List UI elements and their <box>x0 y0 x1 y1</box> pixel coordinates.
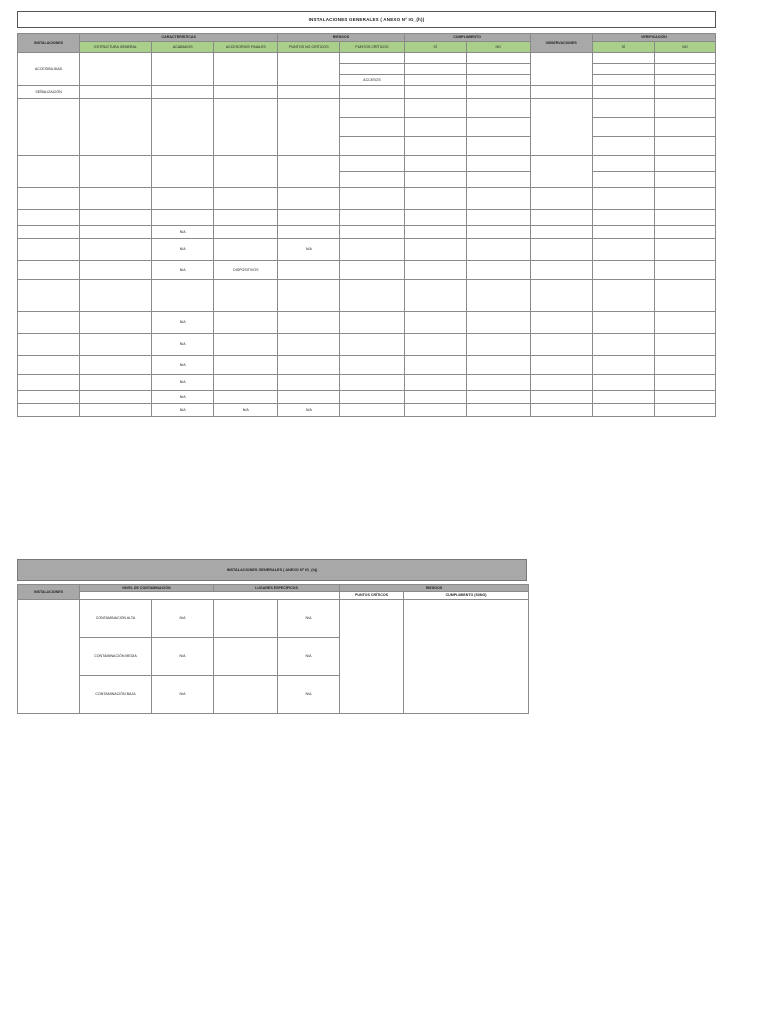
criticos-cell <box>340 99 404 118</box>
header-riesgos-2: RIESGOS <box>340 585 529 592</box>
contamination-level-cell: CONTAMINACIÓN BAJA <box>80 675 152 713</box>
accesorios-cell <box>214 99 278 156</box>
cumple-no-cell[interactable] <box>466 118 530 137</box>
verif-si-cell[interactable] <box>592 86 654 99</box>
table-row <box>18 86 716 99</box>
header-instalaciones-2: INSTALACIONES <box>18 585 80 600</box>
verif-no-cell[interactable] <box>654 99 715 118</box>
acabados-cell: N/A <box>152 312 214 334</box>
accesorios-cell <box>214 188 278 210</box>
cumple-no-cell[interactable] <box>466 261 530 280</box>
verif-si-cell[interactable] <box>592 391 654 404</box>
cumple-si-cell[interactable] <box>404 172 466 188</box>
estructura-cell <box>80 375 152 391</box>
table-row <box>18 261 716 280</box>
specific-places-cell <box>214 675 278 713</box>
accesorios-cell <box>214 312 278 334</box>
verif-no-cell[interactable] <box>654 86 715 99</box>
criticos-cell <box>340 280 404 312</box>
installation-cell <box>18 280 80 312</box>
criticos-cell <box>340 64 404 75</box>
contamination-level-cell: CONTAMINACIÓN MEDIA <box>80 637 152 675</box>
installation-cell <box>18 188 80 210</box>
observaciones-cell <box>530 156 592 188</box>
subheader-criticos: PUNTOS CRÍTICOS <box>340 42 404 53</box>
cumple-si-cell[interactable] <box>404 391 466 404</box>
installation-cell: SEÑALIZACIÓN <box>18 86 80 99</box>
level-na-cell: N/A <box>152 599 214 637</box>
table-row <box>18 391 716 404</box>
table-row <box>18 239 716 261</box>
criticos-cell <box>340 53 404 64</box>
verif-si-cell[interactable] <box>592 137 654 156</box>
installation-cell <box>18 210 80 226</box>
verif-no-cell[interactable] <box>654 156 715 172</box>
criticos-cell <box>340 312 404 334</box>
estructura-cell <box>80 53 152 86</box>
installation-cell <box>18 375 80 391</box>
header-cumplimiento: CUMPLIMIENTO <box>404 34 530 42</box>
cumple-si-cell[interactable] <box>404 156 466 172</box>
cumple-no-cell[interactable] <box>466 75 530 86</box>
header-instalaciones: INSTALACIONES <box>18 34 80 53</box>
cumple-no-cell[interactable] <box>466 188 530 210</box>
estructura-cell <box>80 391 152 404</box>
estructura-cell <box>80 334 152 356</box>
no-criticos-cell: N/A <box>278 404 340 417</box>
acabados-cell: N/A <box>152 375 214 391</box>
estructura-cell <box>80 99 152 156</box>
subheader-verif-si: SÍ <box>592 42 654 53</box>
criticos-cell <box>340 375 404 391</box>
verif-no-cell[interactable] <box>654 391 715 404</box>
verif-no-cell[interactable] <box>654 239 715 261</box>
cumple-no-cell[interactable] <box>466 210 530 226</box>
table-row <box>18 210 716 226</box>
criticos-cell <box>340 261 404 280</box>
observaciones-cell <box>530 334 592 356</box>
verif-si-cell[interactable] <box>592 404 654 417</box>
verif-si-cell[interactable] <box>592 118 654 137</box>
cumple-si-cell[interactable] <box>404 404 466 417</box>
observaciones-cell <box>530 280 592 312</box>
table-row <box>18 404 716 417</box>
verif-no-cell[interactable] <box>654 172 715 188</box>
cumple-si-cell[interactable] <box>404 226 466 239</box>
cumple-si-cell[interactable] <box>404 137 466 156</box>
installation-cell <box>18 226 80 239</box>
subheader-cumple-si: SÍ <box>404 42 466 53</box>
cumple-si-cell[interactable] <box>404 99 466 118</box>
header-lugares-especificos: LUGARES ESPECÍFICOS <box>214 585 340 592</box>
acabados-cell <box>152 53 214 86</box>
observaciones-cell <box>530 404 592 417</box>
compliance-cell[interactable] <box>404 599 529 713</box>
verif-si-cell[interactable] <box>592 210 654 226</box>
verif-no-cell[interactable] <box>654 137 715 156</box>
level-na-cell: N/A <box>152 675 214 713</box>
accesorios-cell <box>214 156 278 188</box>
cumple-si-cell[interactable] <box>404 280 466 312</box>
no-criticos-cell <box>278 188 340 210</box>
cumple-si-cell[interactable] <box>404 334 466 356</box>
subheader-acabados: ACABADOS <box>152 42 214 53</box>
criticos-cell <box>340 210 404 226</box>
subheader-puntos-criticos: PUNTOS CRÍTICOS <box>340 592 404 599</box>
observaciones-cell <box>530 356 592 375</box>
observaciones-cell <box>530 99 592 156</box>
acabados-cell: N/A <box>152 334 214 356</box>
installation-cell: ACCESIBILIDAD <box>18 53 80 86</box>
cumple-si-cell[interactable] <box>404 86 466 99</box>
places-na-cell: N/A <box>278 675 340 713</box>
cumple-no-cell[interactable] <box>466 156 530 172</box>
critical-point-cell <box>340 599 404 713</box>
accesorios-cell <box>214 334 278 356</box>
cumple-no-cell[interactable] <box>466 375 530 391</box>
observaciones-cell <box>530 226 592 239</box>
cumple-si-cell[interactable] <box>404 312 466 334</box>
observaciones-cell <box>530 188 592 210</box>
acabados-cell <box>152 188 214 210</box>
acabados-cell <box>152 210 214 226</box>
acabados-cell: N/A <box>152 356 214 375</box>
no-criticos-cell <box>278 391 340 404</box>
accesorios-cell <box>214 375 278 391</box>
observaciones-cell <box>530 391 592 404</box>
cumple-si-cell[interactable] <box>404 75 466 86</box>
estructura-cell <box>80 210 152 226</box>
estructura-cell <box>80 261 152 280</box>
verif-no-cell[interactable] <box>654 334 715 356</box>
cumple-si-cell[interactable] <box>404 188 466 210</box>
section-band-title: INSTALACIONES GENERALES ( ANEXO Nº IG_(h)) <box>17 559 527 581</box>
header-nivel-contaminacion: NIVEL DE CONTAMINACIÓN <box>80 585 214 592</box>
verif-si-cell[interactable] <box>592 312 654 334</box>
subheader-estructura: ESTRUCTURA GENERAL <box>80 42 152 53</box>
no-criticos-cell <box>278 356 340 375</box>
header-caracteristicas: CARACTERÍSTICAS <box>80 34 278 42</box>
table-row <box>18 334 716 356</box>
criticos-cell <box>340 404 404 417</box>
installation-cell <box>18 156 80 188</box>
acabados-cell: N/A <box>152 239 214 261</box>
estructura-cell <box>80 280 152 312</box>
table-row <box>18 156 716 172</box>
installation-cell <box>18 99 80 156</box>
accesorios-cell <box>214 280 278 312</box>
cumple-no-cell[interactable] <box>466 356 530 375</box>
no-criticos-cell <box>278 156 340 188</box>
verif-no-cell[interactable] <box>654 356 715 375</box>
cumple-si-cell[interactable] <box>404 210 466 226</box>
header-riesgos: RIESGOS <box>278 34 404 42</box>
verif-si-cell[interactable] <box>592 99 654 118</box>
table-row <box>18 280 716 312</box>
places-na-cell: N/A <box>278 637 340 675</box>
cumple-si-cell[interactable] <box>404 375 466 391</box>
subheader-cumplimiento-sino: CUMPLIMIENTO (SI/NO) <box>404 592 529 599</box>
verif-si-cell[interactable] <box>592 156 654 172</box>
observaciones-cell <box>530 210 592 226</box>
observaciones-cell <box>530 312 592 334</box>
observaciones-cell <box>530 261 592 280</box>
verif-si-cell[interactable] <box>592 334 654 356</box>
estructura-cell <box>80 156 152 188</box>
installation-cell <box>18 334 80 356</box>
observaciones-cell <box>530 239 592 261</box>
cumple-no-cell[interactable] <box>466 226 530 239</box>
criticos-cell <box>340 86 404 99</box>
subheader-verif-no: NO <box>654 42 715 53</box>
no-criticos-cell <box>278 312 340 334</box>
acabados-cell: N/A <box>152 391 214 404</box>
subheader-no-criticos: PUNTOS NO CRÍTICOS <box>278 42 340 53</box>
criticos-cell <box>340 188 404 210</box>
cumple-no-cell[interactable] <box>466 137 530 156</box>
acabados-cell <box>152 86 214 99</box>
estructura-cell <box>80 226 152 239</box>
subheader-cumple-no: NO <box>466 42 530 53</box>
cumple-si-cell[interactable] <box>404 53 466 64</box>
observaciones-cell <box>530 375 592 391</box>
installation-cell <box>18 261 80 280</box>
cumple-no-cell[interactable] <box>466 239 530 261</box>
estructura-cell <box>80 356 152 375</box>
verif-no-cell[interactable] <box>654 312 715 334</box>
cumple-no-cell[interactable] <box>466 391 530 404</box>
no-criticos-cell <box>278 53 340 86</box>
criticos-cell <box>340 172 404 188</box>
cumple-si-cell[interactable] <box>404 356 466 375</box>
criticos-cell <box>340 239 404 261</box>
installation-cell <box>18 391 80 404</box>
criticos-cell <box>340 356 404 375</box>
accesorios-cell: N/A <box>214 404 278 417</box>
cumple-no-cell[interactable] <box>466 172 530 188</box>
installation-cell <box>18 356 80 375</box>
verif-no-cell[interactable] <box>654 188 715 210</box>
cumple-no-cell[interactable] <box>466 53 530 64</box>
criticos-cell <box>340 226 404 239</box>
observaciones-cell <box>530 53 592 86</box>
no-criticos-cell <box>278 99 340 156</box>
verif-no-cell[interactable] <box>654 226 715 239</box>
contamination-table <box>17 584 529 714</box>
verif-no-cell[interactable] <box>654 210 715 226</box>
table-row <box>18 99 716 118</box>
verif-si-cell[interactable] <box>592 261 654 280</box>
acabados-cell: N/A <box>152 226 214 239</box>
cumple-no-cell[interactable] <box>466 99 530 118</box>
verif-si-cell[interactable] <box>592 239 654 261</box>
verif-si-cell[interactable] <box>592 356 654 375</box>
no-criticos-cell <box>278 226 340 239</box>
criticos-cell <box>340 391 404 404</box>
accesorios-cell <box>214 86 278 99</box>
verif-si-cell[interactable] <box>592 64 654 75</box>
estructura-cell <box>80 312 152 334</box>
accesorios-cell <box>214 53 278 86</box>
verif-no-cell[interactable] <box>654 118 715 137</box>
cumple-no-cell[interactable] <box>466 312 530 334</box>
estructura-cell <box>80 188 152 210</box>
contamination-level-cell: CONTAMINACIÓN ALTA <box>80 599 152 637</box>
cumple-si-cell[interactable] <box>404 64 466 75</box>
verif-no-cell[interactable] <box>654 53 715 64</box>
table-row <box>18 599 529 637</box>
header-verificacion: VERIFICACIÓN <box>592 34 715 42</box>
verif-no-cell[interactable] <box>654 64 715 75</box>
table-row <box>18 188 716 210</box>
estructura-cell <box>80 86 152 99</box>
no-criticos-cell <box>278 375 340 391</box>
criticos-cell: ACCESOS <box>340 75 404 86</box>
contamination-table-body <box>18 599 529 713</box>
no-criticos-cell <box>278 86 340 99</box>
main-table-body <box>18 53 716 417</box>
criticos-cell <box>340 137 404 156</box>
accesorios-cell <box>214 356 278 375</box>
acabados-cell <box>152 156 214 188</box>
observaciones-cell <box>530 86 592 99</box>
subheader-accesorios: ACCESORIOS FINALES <box>214 42 278 53</box>
table-row <box>18 312 716 334</box>
verif-si-cell[interactable] <box>592 375 654 391</box>
verif-si-cell[interactable] <box>592 53 654 64</box>
accesorios-cell <box>214 226 278 239</box>
acabados-cell <box>152 280 214 312</box>
cumple-si-cell[interactable] <box>404 261 466 280</box>
header-observaciones: OBSERVACIONES <box>530 34 592 53</box>
acabados-cell: N/A <box>152 261 214 280</box>
acabados-cell: N/A <box>152 404 214 417</box>
table-row <box>18 375 716 391</box>
specific-places-cell <box>214 599 278 637</box>
places-na-cell: N/A <box>278 599 340 637</box>
accesorios-cell <box>214 210 278 226</box>
installation-cell <box>18 312 80 334</box>
table-row <box>18 53 716 64</box>
level-na-cell: N/A <box>152 637 214 675</box>
cumple-no-cell[interactable] <box>466 334 530 356</box>
no-criticos-cell <box>278 334 340 356</box>
installation-cell <box>18 599 80 713</box>
accesorios-cell <box>214 391 278 404</box>
cumple-si-cell[interactable] <box>404 118 466 137</box>
cumple-no-cell[interactable] <box>466 64 530 75</box>
no-criticos-cell <box>278 210 340 226</box>
document-title: INSTALACIONES GENERALES ( ANEXO Nº IG_(h)) <box>17 11 716 28</box>
verif-no-cell[interactable] <box>654 375 715 391</box>
main-table <box>17 33 716 417</box>
criticos-cell <box>340 156 404 172</box>
no-criticos-cell <box>278 280 340 312</box>
installation-cell <box>18 404 80 417</box>
table-row <box>18 356 716 375</box>
cumple-no-cell[interactable] <box>466 404 530 417</box>
verif-no-cell[interactable] <box>654 261 715 280</box>
criticos-cell <box>340 334 404 356</box>
no-criticos-cell: N/A <box>278 239 340 261</box>
table-row <box>18 226 716 239</box>
verif-si-cell[interactable] <box>592 280 654 312</box>
criticos-cell <box>340 118 404 137</box>
verif-si-cell[interactable] <box>592 75 654 86</box>
cumple-no-cell[interactable] <box>466 86 530 99</box>
verif-si-cell[interactable] <box>592 188 654 210</box>
verif-si-cell[interactable] <box>592 226 654 239</box>
verif-no-cell[interactable] <box>654 280 715 312</box>
acabados-cell <box>152 99 214 156</box>
accesorios-cell: DISPOSITIVOS <box>214 261 278 280</box>
estructura-cell <box>80 404 152 417</box>
verif-si-cell[interactable] <box>592 172 654 188</box>
estructura-cell <box>80 239 152 261</box>
verif-no-cell[interactable] <box>654 404 715 417</box>
cumple-si-cell[interactable] <box>404 239 466 261</box>
accesorios-cell <box>214 239 278 261</box>
installation-cell <box>18 239 80 261</box>
cumple-no-cell[interactable] <box>466 280 530 312</box>
specific-places-cell <box>214 637 278 675</box>
verif-no-cell[interactable] <box>654 75 715 86</box>
no-criticos-cell <box>278 261 340 280</box>
